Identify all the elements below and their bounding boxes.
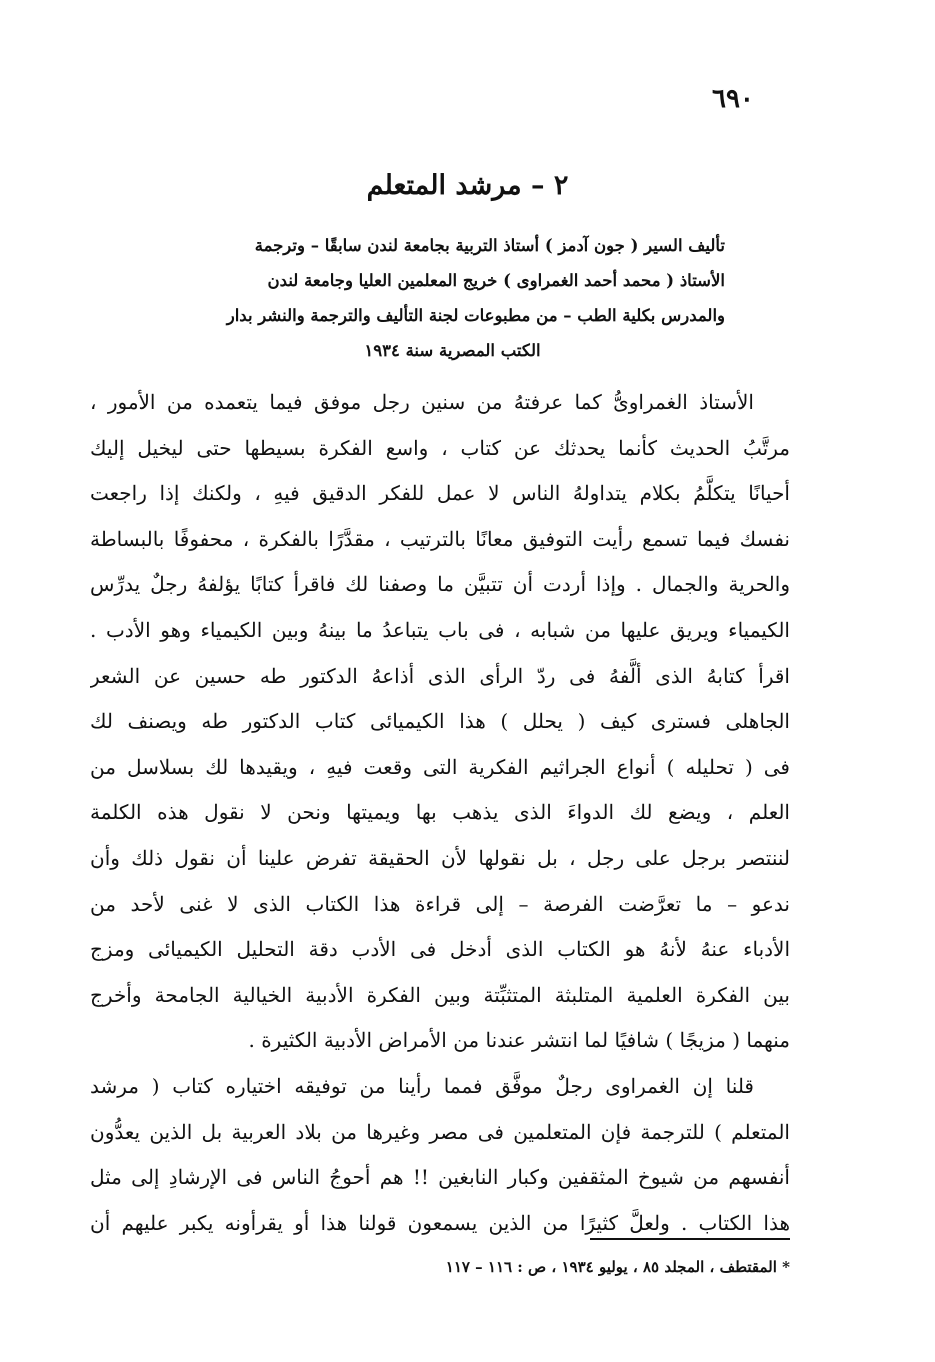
footnote-divider [590,1238,790,1240]
article-title: ٢ – مرشد المتعلم [366,170,569,201]
body-line: لننتصر برجل على رجل ، بل نقولها لأن الحقيقة تفرض علينا أن نقول ذلك وأن [90,845,790,870]
body-line: نفسك فيما تسمع رأيت التوفيق معانًا بالترتيب ، مقدَّرًا بالفكرة ، محفوفًا بالبساطة [90,526,790,551]
body-line: منهما ( مزيجًا ) شافيًا لما انتشر عندنا من الأمراض الأدبية الكثيرة . [248,1028,790,1053]
body-line: اقرأ كتابهُ الذى ألَّفهُ فى ردّ الرأى الذى أذاعهُ الدكتور طه حسين عن الشعر [90,663,790,688]
body-line: العلم ، ويضع لك الدواءَ الذى يذهب بها ويميتها ونحن لا نقول هذه الكلمة [90,800,790,825]
body-line: والحرية والجمال . وإذا أردت أن تتبيَّن ما وصفنا لك فاقرأ كتابًا يؤلفهُ رجلٌ يدرِّس [90,572,790,597]
body-line: فى ( تحليله ) أنواع الجراثيم الفكرية التى وقعت فيهِ ، ويقيدها لك بسلاسل من [90,754,790,779]
body-line: الأستاذ الغمراوىُّ كما عرفتهُ من سنين رجل موفق فيما يتعمده من الأمور ، [90,390,754,414]
citation-line: الكتب المصرية سنة ١٩٣٤ [364,341,541,360]
body-line: هذا الكتاب . ولعلَّ كثيرًا من الذين يسمعون قولنا هذا أو يقرأونه يكبر عليهم أن [90,1210,790,1235]
article-body [90,380,790,1246]
body-line: ندعو – ما تعرَّضت الفرصة – إلى قراءة هذا الكتاب الذى لا غنى لأحد من [90,891,790,916]
body-line: الأدباء عنهُ لأنهُ هو الكتاب الذى أدخل فى الأدب دقة التحليل الكيميائى ومزج [90,937,790,962]
footnote: * المقتطف ، المجلد ٨٥ ، يوليو ١٩٣٤ ، ص : ١١٦ – ١١٧ [445,1258,790,1276]
book-citation [180,228,725,368]
citation-line: والمدرس بكلية الطب – من مطبوعات لجنة التأليف والترجمة والنشر بدار [226,306,725,325]
body-line: الكيمياء ويريق عليها من شبابه ، فى باب يتباعدُ ما بينهُ وبين الكيمياء وهو الأدب . [90,617,790,642]
body-line: المتعلم ) للترجمة فإن المتعلمين فى مصر وغيرها من بلاد العربية بل الذين يعدُّون [90,1119,790,1144]
body-line: أنفسهم من شيوخ المثقفين وكبار النابغين !! هم أحوجُ الناس فى الإرشادِ إلى مثل [90,1165,790,1190]
body-line: أحيانًا يتكلَّمُ بكلام يتداولهُ الناس لا عمل للفكر الدقيق فيهِ ، ولكنك إذا راجعت [90,481,790,506]
page-number: ٦٩٠ [712,84,754,114]
citation-line: الأستاذ ( محمد أحمد الغمراوى ) خريج المعلمين العليا وجامعة لندن [267,271,725,290]
body-line: قلنا إن الغمراوى رجلٌ موفَّق فمما رأينا من توفيقه اختياره كتاب ( مرشد [90,1073,754,1098]
body-line: الجاهلى فسترى كيف ( يحلل ) هذا الكيميائى كتاب الدكتور طه ويصنف لك [90,709,790,734]
body-line: بين الفكرة العلمية المتلبثة المتثبِّتة وبين الفكرة الأدبية الخيالية الجامحة وأخرج [90,982,790,1007]
body-line: مرتَّبُ الحديث كأنما يحدثك عن كتاب ، واسع الفكرة بسيطها حتى ليخيل إليك [90,435,790,460]
citation-line: تأليف السير ( جون آدمز ) أستاذ التربية بجامعة لندن سابقًا – وترجمة [254,236,725,255]
